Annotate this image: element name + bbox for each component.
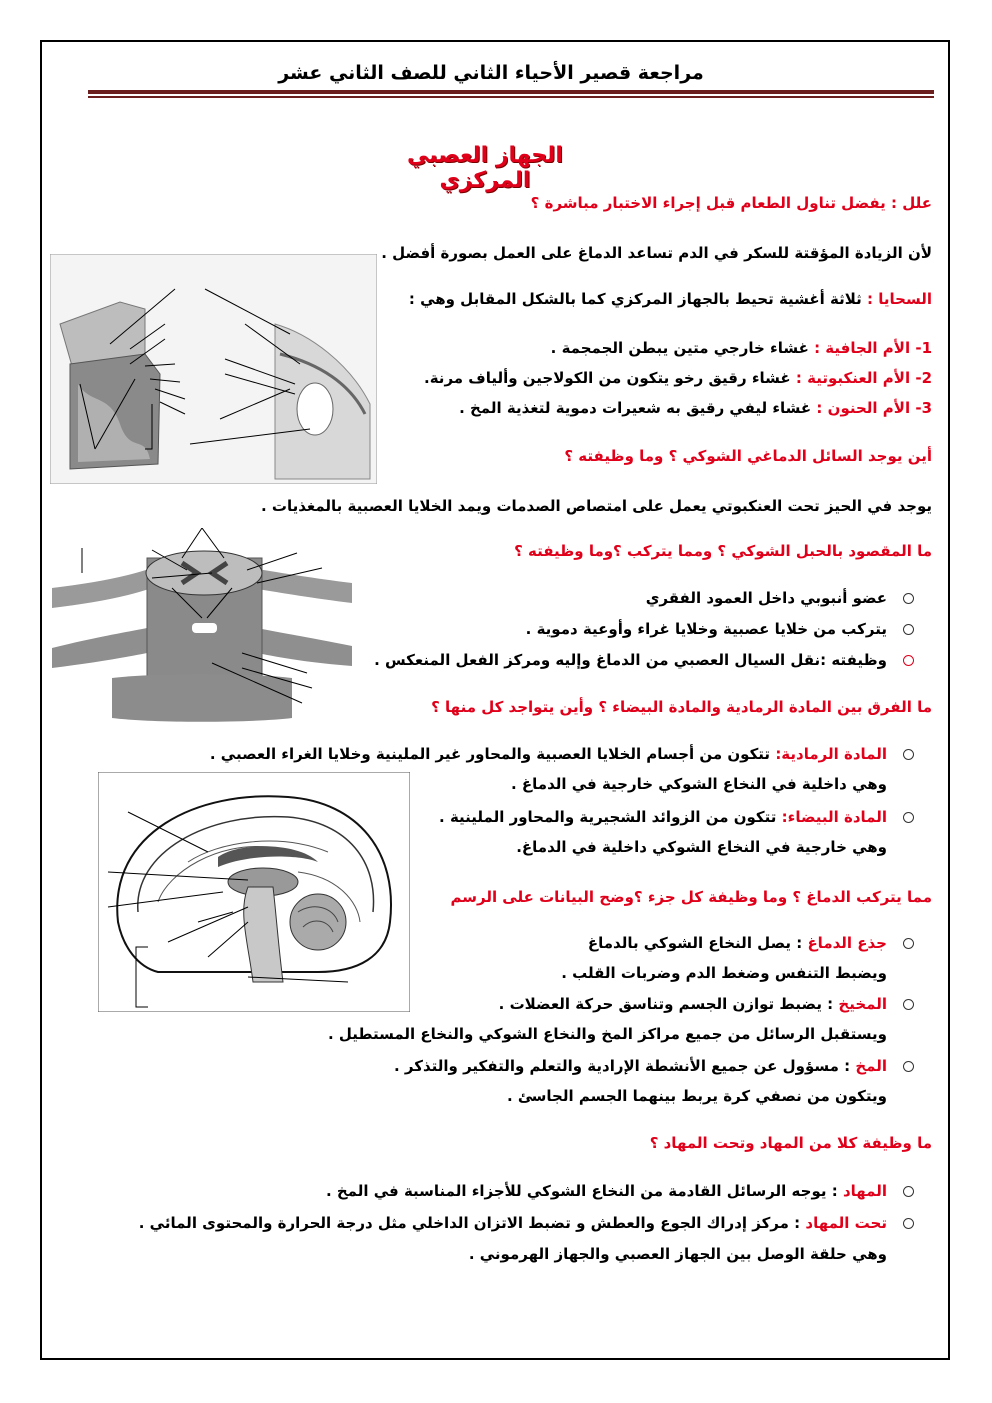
meninges-item-1: 1- الأم الجافية : غشاء خارجي متين يبطن الجمجمة . [550,339,932,357]
meninges-item-3: 3- الأم الحنون : غشاء ليفي رقيق به شعيرات دموية لتغذية المخ . [459,399,932,417]
spinal-cord-diagram [52,528,352,728]
answer-1: لأن الزيادة المؤقتة للسكر في الدم تساعد الدماغ على العمل بصورة أفضل . [381,244,932,262]
thalamus-function: المهاد : يوجه الرسائل القادمة من النخاع الشوكي للأجزاء المناسبة في المخ . [326,1182,914,1200]
question-1 [531,194,932,212]
answer-2: يوجد في الحيز تحت العنكبوتي يعمل على امتصاص الصدمات ويمد الخلايا العصبية بالمغذيات . [260,497,932,515]
bullet-icon [903,812,914,823]
meninges-text: ثلاثة أغشية تحيط بالجهاز المركزي كما بالشكل المقابل وهي : [408,290,862,308]
brainstem-function-2: ويضبط التنفس وضغط الدم وضربات القلب . [561,964,887,982]
cerebellum-function-2: ويستقبل الرسائل من جميع مراكز المخ والنخاع الشوكي والنخاع المستطيل . [327,1025,887,1043]
brain-diagram [98,772,410,1012]
cerebrum-function-2: ويتكون من نصفي كرة يربط بينهما الجسم الجاسئ . [506,1087,887,1105]
white-matter-location: وهي خارجية في النخاع الشوكي داخلية في الدماغ. [516,838,887,856]
hypothalamus-function-2: وهي حلقة الوصل بين الجهاز العصبي والجهاز الهرموني . [468,1245,887,1263]
bullet-icon [903,655,914,666]
header-rule-thin [88,96,934,98]
meninges-diagram [50,254,377,484]
question-2: أين يوجد السائل الدماغي الشوكي ؟ وما وظيفته ؟ [564,447,932,465]
meninges-label: السحايا : [867,290,932,308]
question-text: يفضل تناول الطعام قبل إجراء الاختبار مباشرة ؟ [530,194,886,212]
bullet-icon [903,999,914,1010]
cerebrum-function: المخ : مسؤول عن جميع الأنشطة الإرادية والتعلم والتفكير والتذكر . [394,1057,914,1075]
question-5: مما يتركب الدماغ ؟ وما وظيفة كل جزء ؟وضح البيانات على الرسم [450,888,932,906]
bullet-icon [903,1218,914,1229]
bullet-icon [903,1186,914,1197]
page-header: مراجعة قصير الأحياء الثاني للصف الثاني عشر [278,62,704,84]
bullet-icon [903,1061,914,1072]
brainstem-function: جذع الدماغ : يصل النخاع الشوكي بالدماغ [588,934,914,952]
spinal-cord-point-1: عضو أنبوبي داخل العمود الفقري [646,589,914,607]
gray-matter-definition: المادة الرمادية: تتكون من أجسام الخلايا العصبية والمحاور غير الملينية وخلايا الغراء العصبي . [210,745,914,763]
hypothalamus-function: تحت المهاد : مركز إدراك الجوع والعطش و تضبط الاتزان الداخلي مثل درجة الحرارة والمحتوى المائي . [139,1214,914,1232]
bullet-icon [903,624,914,635]
question-3: ما المقصود بالحبل الشوكي ؟ ومما يتركب ؟وما وظيفته ؟ [514,542,932,560]
meninges-intro [409,290,932,308]
bullet-icon [903,593,914,604]
header-rule-thick [88,90,934,94]
bullet-icon [903,938,914,949]
meninges-item-2: 2- الأم العنكبوتية : غشاء رقيق رخو يتكون من الكولاجين وألياف مرنة. [424,369,932,387]
gray-matter-location: وهي داخلية في النخاع الشوكي خارجية في الدماغ . [510,775,887,793]
spinal-cord-point-3: وظيفته :نقل السيال العصبي من الدماغ وإليه ومركز الفعل المنعكس . [374,651,914,669]
question-4: ما الفرق بين المادة الرمادية والمادة البيضاء ؟ وأين يتواجد كل منها ؟ [431,698,932,716]
cerebellum-function: المخيخ : يضبط توازن الجسم وتناسق حركة العضلات . [499,995,914,1013]
bullet-icon [903,749,914,760]
white-matter-definition: المادة البيضاء: تتكون من الزوائد الشجيرية والمحاور الملينية . [439,808,914,826]
page-title: الجهاز العصبي المركزي [407,143,563,193]
spinal-cord-point-2: يتركب من خلايا عصبية وخلايا غراء وأوعية دموية . [526,620,914,638]
question-6: ما وظيفة كلا من المهاد وتحت المهاد ؟ [649,1134,932,1152]
question-label: علل : [891,194,932,212]
